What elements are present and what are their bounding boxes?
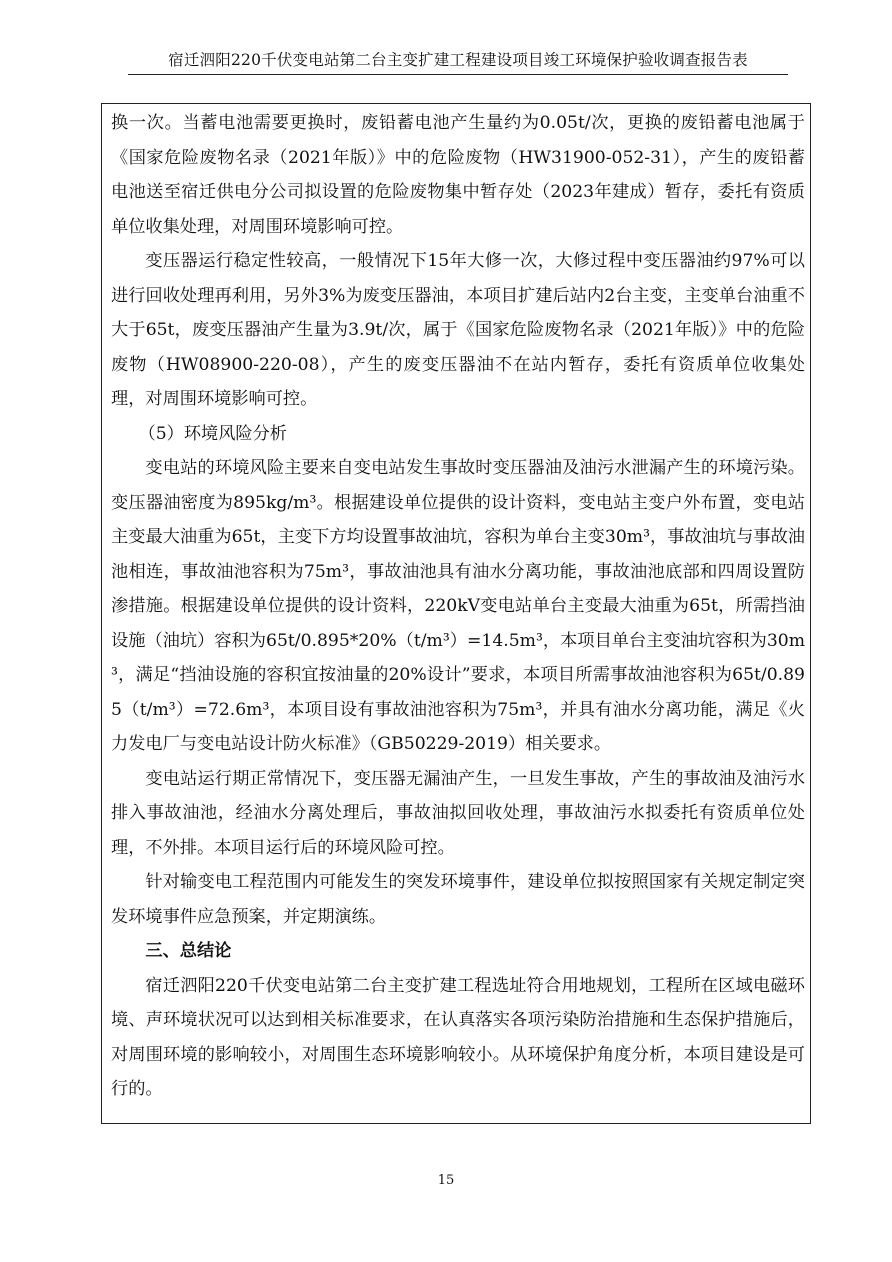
- page-header: 宿迁泗阳220千伏变电站第二台主变扩建工程建设项目竣工环境保护验收调查报告表: [128, 48, 788, 75]
- paragraph-transformer-oil: 变压器运行稳定性较高，一般情况下15年大修一次，大修过程中变压器油约97%可以进行回收处理再利用，另外3%为废变压器油，本项目扩建后站内2台主变，主变单台油重不大于65t，废变压器油产生量为3.9t/次，属于《国家危险废物名录（2021年版）》中的危险废物（HW08900-220-08），产生的废变压器油不在站内暂存，委托有资质单位收集处理，对周围环境影响可控。: [111, 251, 805, 409]
- paragraph-conclusion: 宿迁泗阳220千伏变电站第二台主变扩建工程选址符合用地规划，工程所在区域电磁环境、声环境状况可以达到相关标准要求，在认真落实各项污染防治措施和生态保护措施后，对周围环境的影响较小，对周围生态环境影响较小。从环境保护角度分析，本项目建设是可行的。: [111, 975, 805, 1099]
- section-heading-risk-analysis: （5）环境风险分析: [138, 423, 287, 444]
- page-number: 15: [437, 1173, 455, 1188]
- paragraph-battery-waste: 换一次。当蓄电池需要更换时，废铅蓄电池产生量约为0.05t/次，更换的废铅蓄电池属于《国家危险废物名录（2021年版）》中的危险废物（HW31900-052-31），产生的废铅蓄电池送至宿迁供电分公司拟设置的危险废物集中暂存处（2023年建成）暂存，委托有资质单位收集处理，对周围环境影响可控。: [111, 113, 805, 237]
- paragraph-normal-operation: 变电站运行期正常情况下，变压器无漏油产生，一旦发生事故，产生的事故油及油污水排入事故油池，经油水分离处理后，事故油拟回收处理，事故油污水拟委托有资质单位处理，不外排。本项目运行后的环境风险可控。: [111, 768, 805, 858]
- section-heading-conclusion: 三、总结论: [145, 941, 232, 961]
- paragraph-emergency-plan: 针对输变电工程范围内可能发生的突发环境事件，建设单位拟按照国家有关规定制定突发环境事件应急预案，并定期演练。: [111, 872, 805, 927]
- report-body: [111, 106, 805, 1107]
- paragraph-risk-source: 变电站的环境风险主要来自变电站发生事故时变压器油及油污水泄漏产生的环境污染。变压器油密度为895kg/m³。根据建设单位提供的设计资料，变电站主变户外布置，变电站主变最大油重为65t，主变下方均设置事故油坑，容积为单台主变30m³，事故油坑与事故油池相连，事故油池容积为75m³，事故油池具有油水分离功能，事故油池底部和四周设置防渗措施。根据建设单位提供的设计资料，220kV变电站单台主变最大油重为65t，所需挡油设施（油坑）容积为65t/0.895*20%（t/m³）=14.5m³，本项目单台主变油坑容积为30m³，满足“挡油设施的容积宜按油量的20%设计”要求，本项目所需事故油池容积为65t/0.895（t/m³）=72.6m³，本项目设有事故油池容积为75m³，并具有油水分离功能，满足《火力发电厂与变电站设计防火标准》（GB50229-2019）相关要求。: [111, 458, 805, 754]
